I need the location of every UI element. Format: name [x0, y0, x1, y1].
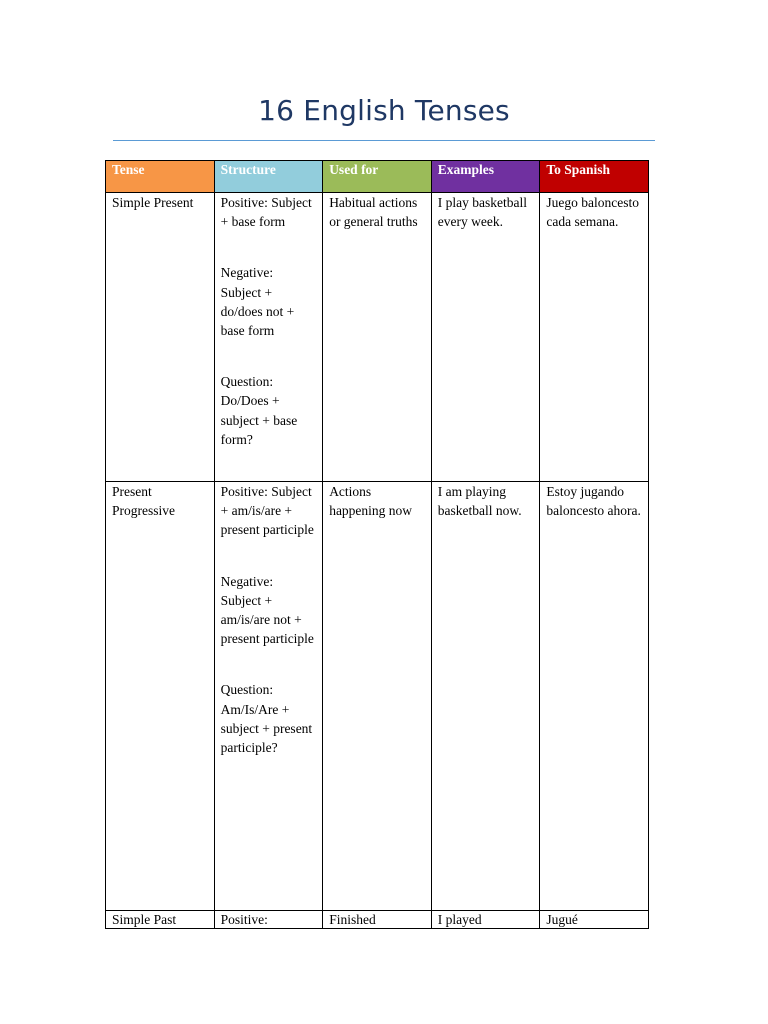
cell-tense: Simple Past	[106, 911, 215, 929]
structure-positive: Positive:	[220, 912, 268, 927]
page-title: 16 English Tenses	[258, 94, 510, 127]
cell-example: I play basketball every week.	[431, 193, 540, 482]
title-underline	[113, 140, 655, 141]
header-to-spanish: To Spanish	[540, 161, 649, 193]
structure-question: Question: Am/Is/Are + subject + present participle?	[220, 682, 313, 756]
structure-question: Question: Do/Does + subject + base form?	[220, 374, 298, 447]
cell-example: I played	[431, 911, 540, 929]
cell-structure	[214, 193, 323, 482]
cell-spanish: Jugué	[540, 911, 649, 929]
structure-positive: Positive: Subject + am/is/are + present participle	[220, 484, 314, 538]
tenses-table	[105, 160, 649, 929]
cell-spanish: Juego baloncesto cada semana.	[540, 193, 649, 482]
cell-used-for: Finished	[323, 911, 432, 929]
cell-tense: Present Progressive	[106, 482, 215, 911]
cell-tense: Simple Present	[106, 193, 215, 482]
header-tense: Tense	[106, 161, 215, 193]
table-header-row	[106, 161, 649, 193]
table-row	[106, 911, 649, 929]
structure-positive: Positive: Subject + base form	[220, 195, 312, 230]
header-structure: Structure	[214, 161, 323, 193]
cell-structure	[214, 482, 323, 911]
header-examples: Examples	[431, 161, 540, 193]
cell-example: I am playing basketball now.	[431, 482, 540, 911]
header-used-for: Used for	[323, 161, 432, 193]
cell-used-for: Actions happening now	[323, 482, 432, 911]
cell-used-for: Habitual actions or general truths	[323, 193, 432, 482]
table-row	[106, 482, 649, 911]
structure-negative: Negative: Subject + do/does not + base form	[220, 265, 295, 339]
table-row	[106, 193, 649, 482]
structure-negative: Negative: Subject + am/is/are not + present participle	[220, 573, 314, 647]
cell-structure	[214, 911, 323, 929]
cell-spanish: Estoy jugando baloncesto ahora.	[540, 482, 649, 911]
